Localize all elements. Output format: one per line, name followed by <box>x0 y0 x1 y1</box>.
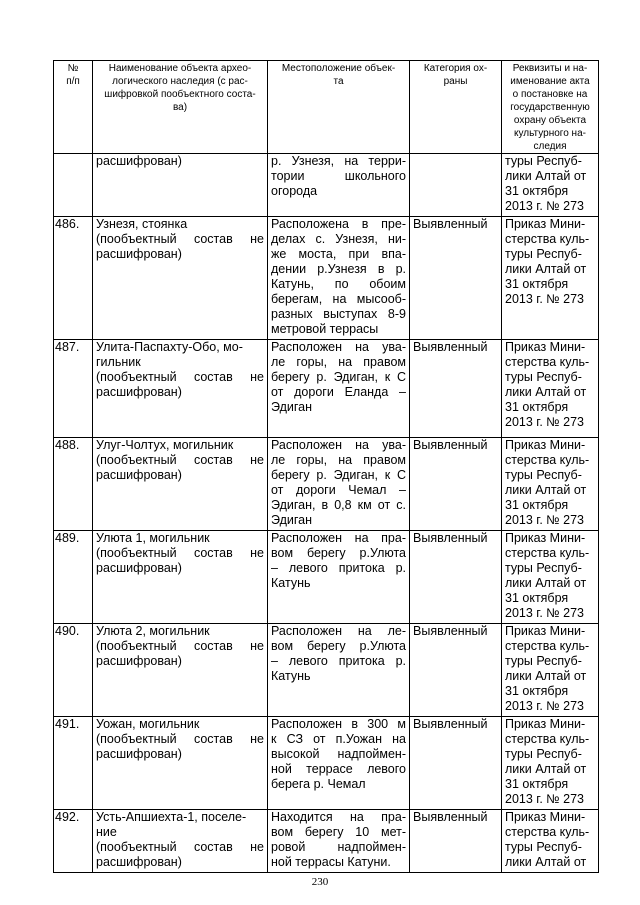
text-line: Улюта 2, могильник <box>96 624 210 638</box>
header-line: о постановке на <box>512 89 588 100</box>
heritage-objects-table <box>53 60 599 873</box>
text-line: (пообъектный состав не <box>96 232 264 246</box>
table-header-row <box>54 61 599 154</box>
cell-act-details <box>502 438 599 531</box>
text-line: расшифрован) <box>96 468 182 482</box>
cell-object-name <box>93 717 268 810</box>
text-line: Приказ Мини- <box>505 717 586 731</box>
text-line: гильник <box>96 355 141 369</box>
text-line: Эдиган, в 0,8 км от с. <box>271 498 406 512</box>
text-line: вом берегу р.Улюта <box>271 546 406 560</box>
text-line: (пообъектный состав не <box>96 840 264 854</box>
text-line: 31 октября <box>505 498 569 512</box>
cell-act-details <box>502 624 599 717</box>
text-line: Эдиган <box>271 400 312 414</box>
text-line: вом берегу 10 мет- <box>271 825 406 839</box>
text-line: лики Алтай от <box>505 762 587 776</box>
cell-category: Выявленный <box>410 531 502 624</box>
text-line: расшифрован) <box>96 154 182 168</box>
cell-category: Выявленный <box>410 810 502 873</box>
text-line: стерства куль- <box>505 355 590 369</box>
cell-location <box>268 717 410 810</box>
text-line: расшифрован) <box>96 247 182 261</box>
text-line: Усть-Апшиехта-1, поселе- <box>96 810 247 824</box>
table-row <box>54 438 599 531</box>
text-line: вом берегу р.Улюта <box>271 639 406 653</box>
text-line: р. Узнезя, на терри- <box>271 154 406 168</box>
text-line: 31 октября <box>505 591 569 605</box>
cell-location <box>268 154 410 217</box>
cell-act-details <box>502 217 599 340</box>
text-line: же моста, при впа- <box>271 247 406 261</box>
header-line: охрану объекта <box>513 115 587 126</box>
text-line: 31 октября <box>505 400 569 414</box>
text-line: ле горы, на правом <box>271 453 406 467</box>
header-line: логического наследия (с рас- <box>112 76 248 87</box>
cell-number: 490. <box>54 624 93 717</box>
cell-act-details <box>502 717 599 810</box>
text-line: 2013 г. № 273 <box>505 513 584 527</box>
text-line: стерства куль- <box>505 732 590 746</box>
text-line: 31 октября <box>505 684 569 698</box>
text-line: тории школьного <box>271 169 406 183</box>
text-line: ние <box>96 825 117 839</box>
text-line: Эдиган <box>271 513 312 527</box>
text-line: стерства куль- <box>505 825 590 839</box>
text-line: (пообъектный состав не <box>96 453 264 467</box>
text-line: туры Респуб- <box>505 654 582 668</box>
text-line: расшифрован) <box>96 385 182 399</box>
cell-location <box>268 438 410 531</box>
text-line: Расположена в пре- <box>271 217 406 231</box>
cell-number: 488. <box>54 438 93 531</box>
text-line: Катунь <box>271 576 311 590</box>
text-line: расшифрован) <box>96 561 182 575</box>
text-line: лики Алтай от <box>505 576 587 590</box>
text-line: расшифрован) <box>96 855 182 869</box>
cell-category: Выявленный <box>410 438 502 531</box>
text-line: делах с. Узнезя, ни- <box>271 232 406 246</box>
text-line: туры Респуб- <box>505 840 582 854</box>
cell-location <box>268 624 410 717</box>
header-line: культурного на- <box>514 128 586 139</box>
header-line: та <box>333 76 344 87</box>
text-line: высокой надпоймен- <box>271 747 406 761</box>
text-line: дении р.Узнезя в р. <box>271 262 406 276</box>
text-line: стерства куль- <box>505 546 590 560</box>
cell-number: 489. <box>54 531 93 624</box>
text-line: Приказ Мини- <box>505 438 586 452</box>
column-header-object-name <box>93 61 268 154</box>
text-line: туры Респуб- <box>505 468 582 482</box>
column-header-category <box>410 61 502 154</box>
text-line: ной террасе левого <box>271 762 406 776</box>
cell-category <box>410 154 502 217</box>
text-line: 2013 г. № 273 <box>505 199 584 213</box>
text-line: 2013 г. № 273 <box>505 792 584 806</box>
text-line: метровой террасы <box>271 322 379 336</box>
column-header-location <box>268 61 410 154</box>
text-line: туры Респуб- <box>505 370 582 384</box>
text-line: берегам, на мысооб- <box>271 292 406 306</box>
column-header-act-details <box>502 61 599 154</box>
cell-number: 492. <box>54 810 93 873</box>
cell-object-name <box>93 217 268 340</box>
text-line: к СЗ от п.Уожан на <box>271 732 406 746</box>
header-line: Категория ох- <box>423 63 488 74</box>
text-line: берегу р. Эдиган, к С <box>271 370 406 384</box>
header-line: Реквизиты и на- <box>512 63 588 74</box>
text-line: лики Алтай от <box>505 385 587 399</box>
header-line: шифровкой пообъектного соста- <box>104 89 256 100</box>
header-line: Наименование объекта архео- <box>108 63 252 74</box>
text-line: расшифрован) <box>96 654 182 668</box>
text-line: стерства куль- <box>505 453 590 467</box>
cell-location <box>268 340 410 438</box>
cell-category: Выявленный <box>410 217 502 340</box>
header-line: государственную <box>510 102 590 113</box>
text-line: лики Алтай от <box>505 855 587 869</box>
text-line: 31 октября <box>505 277 569 291</box>
text-line: огорода <box>271 184 318 198</box>
header-line: № <box>67 63 79 74</box>
text-line: от дороги Еланда – <box>271 385 406 399</box>
text-line: (пообъектный состав не <box>96 370 264 384</box>
cell-category: Выявленный <box>410 340 502 438</box>
text-line: ровой надпоймен- <box>271 840 406 854</box>
text-line: Улуг-Чолтух, могильник <box>96 438 234 452</box>
cell-act-details <box>502 154 599 217</box>
table-row <box>54 217 599 340</box>
text-line: лики Алтай от <box>505 262 587 276</box>
text-line: стерства куль- <box>505 232 590 246</box>
cell-location <box>268 217 410 340</box>
table-body <box>54 154 599 873</box>
text-line: – левого притока р. <box>271 561 406 575</box>
text-line: Улюта 1, могильник <box>96 531 210 545</box>
table-row <box>54 717 599 810</box>
text-line: Приказ Мини- <box>505 217 586 231</box>
text-line: 2013 г. № 273 <box>505 415 584 429</box>
cell-location <box>268 810 410 873</box>
text-line: ной террасы Катуни. <box>271 855 391 869</box>
cell-object-name <box>93 531 268 624</box>
column-header-number <box>54 61 93 154</box>
text-line: Улита-Паспахту-Обо, мо- <box>96 340 243 354</box>
text-line: лики Алтай от <box>505 483 587 497</box>
table-row <box>54 810 599 873</box>
header-line: следия <box>533 141 567 152</box>
cell-number: 487. <box>54 340 93 438</box>
text-line: туры Респуб- <box>505 247 582 261</box>
text-line: 2013 г. № 273 <box>505 699 584 713</box>
text-line: Приказ Мини- <box>505 810 586 824</box>
cell-number <box>54 154 93 217</box>
text-line: (пообъектный состав не <box>96 546 264 560</box>
text-line: Расположен на ле- <box>271 624 406 638</box>
cell-act-details <box>502 340 599 438</box>
cell-act-details <box>502 531 599 624</box>
text-line: от дороги Чемал – <box>271 483 406 497</box>
text-line: 2013 г. № 273 <box>505 606 584 620</box>
page-number: 230 <box>311 876 329 888</box>
cell-object-name <box>93 438 268 531</box>
cell-act-details <box>502 810 599 873</box>
cell-category: Выявленный <box>410 624 502 717</box>
cell-number: 491. <box>54 717 93 810</box>
text-line: лики Алтай от <box>505 669 587 683</box>
header-line: Местоположение объек- <box>281 63 396 74</box>
text-line: 31 октября <box>505 777 569 791</box>
text-line: туры Респуб- <box>505 561 582 575</box>
text-line: Катунь <box>271 669 311 683</box>
cell-object-name <box>93 154 268 217</box>
text-line: Расположен на пра- <box>271 531 406 545</box>
cell-category: Выявленный <box>410 717 502 810</box>
header-line: раны <box>443 76 468 87</box>
text-line: расшифрован) <box>96 747 182 761</box>
text-line: 2013 г. № 273 <box>505 292 584 306</box>
cell-object-name <box>93 624 268 717</box>
text-line: Расположен на ува- <box>271 438 406 452</box>
text-line: Расположен на ува- <box>271 340 406 354</box>
text-line: – левого притока р. <box>271 654 406 668</box>
header-line: п/п <box>66 76 80 87</box>
text-line: берегу р. Эдиган, к С <box>271 468 406 482</box>
table-row <box>54 624 599 717</box>
text-line: Катунь, по обоим <box>271 277 406 291</box>
text-line: Приказ Мини- <box>505 340 586 354</box>
text-line: 31 октября <box>505 184 569 198</box>
table-row <box>54 340 599 438</box>
text-line: (пообъектный состав не <box>96 639 264 653</box>
header-line: именование акта <box>510 76 590 87</box>
header-line: ва) <box>172 102 188 113</box>
cell-number: 486. <box>54 217 93 340</box>
text-line: (пообъектный состав не <box>96 732 264 746</box>
text-line: берега р. Чемал <box>271 777 366 791</box>
text-line: Расположен в 300 м <box>271 717 406 731</box>
text-line: туры Респуб- <box>505 747 582 761</box>
text-line: стерства куль- <box>505 639 590 653</box>
text-line: разных выступах 8-9 <box>271 307 406 321</box>
cell-object-name <box>93 340 268 438</box>
text-line: ле горы, на правом <box>271 355 406 369</box>
text-line: лики Алтай от <box>505 169 587 183</box>
text-line: Уожан, могильник <box>96 717 200 731</box>
table-row <box>54 154 599 217</box>
text-line: туры Респуб- <box>505 154 582 168</box>
table-row <box>54 531 599 624</box>
text-line: Находится на пра- <box>271 810 406 824</box>
text-line: Узнезя, стоянка <box>96 217 188 231</box>
text-line: Приказ Мини- <box>505 531 586 545</box>
cell-object-name <box>93 810 268 873</box>
cell-location <box>268 531 410 624</box>
text-line: Приказ Мини- <box>505 624 586 638</box>
